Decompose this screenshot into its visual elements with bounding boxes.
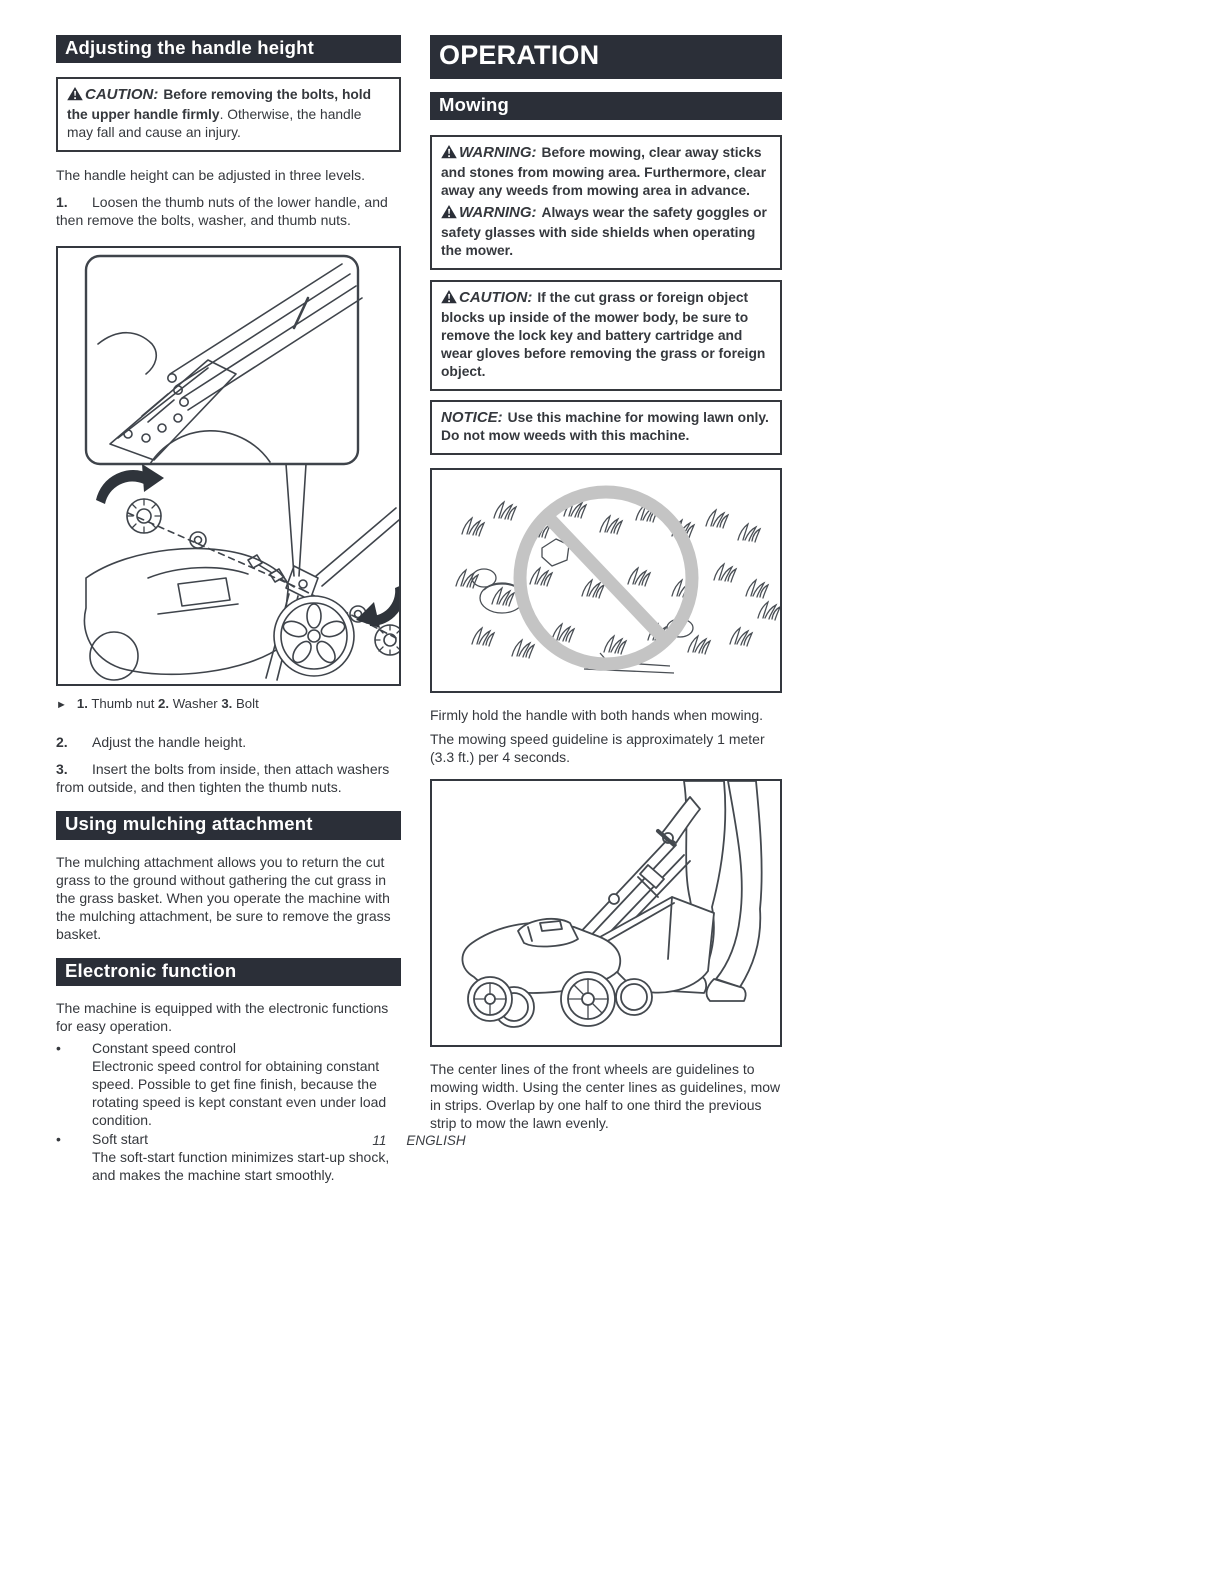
warning-triangle-icon	[441, 205, 457, 224]
right-column	[430, 35, 782, 1132]
bullet-title: Soft start	[92, 1131, 149, 1148]
bullet-body	[92, 1039, 401, 1129]
mowing-posture-illustration	[432, 781, 780, 1045]
main-title-operation	[430, 35, 782, 79]
figure-caption	[56, 695, 401, 714]
left-column	[56, 35, 401, 1184]
warning-label: WARNING:	[459, 144, 537, 162]
step-2-text: Adjust the handle height.	[92, 734, 247, 751]
warning-text: Before mowing, clear away sticks and stones from mowing area. Furthermore, clear away any weeds from mowing area in advance.	[441, 145, 767, 199]
figure-handle-adjustment	[56, 246, 401, 686]
warning-label: WARNING:	[459, 204, 537, 222]
caption-num-3: 3.	[221, 696, 233, 712]
caution-paragraph	[441, 289, 772, 381]
caution-text: If the cut grass or foreign object blocks up inside of the mower body, be sure to remove the lock key and battery cartridge and wear gloves before removing the grass or foreign object.	[441, 290, 766, 380]
caution-box-handle	[56, 77, 401, 152]
warning-text: Always wear the safety goggles or safety glasses with side shields when operating the mower.	[441, 205, 767, 259]
mowing-paragraph-2: The mowing speed guideline is approximately 1 meter (3.3 ft.) per 4 seconds.	[430, 731, 765, 766]
notice-box	[430, 400, 782, 455]
caution-paragraph	[67, 86, 391, 142]
bullet-text: Electronic speed control for obtaining constant speed. Possible to get fine finish, because the rotating speed is kept constant even under load condition.	[92, 1058, 387, 1129]
section-title-text: Adjusting the handle height	[65, 37, 314, 58]
caution-rest-text: . Otherwise, the handle may fall and cause an injury.	[67, 107, 362, 141]
caption-label-2: Washer	[172, 696, 218, 712]
caution-label: CAUTION:	[459, 289, 533, 307]
step-3-text: Insert the bolts from inside, then attach washers from outside, and then tighten the thumb nuts.	[56, 761, 390, 796]
bullet-title: Constant speed control	[92, 1040, 236, 1057]
section-title-text: Electronic function	[65, 959, 237, 981]
electronic-intro: The machine is equipped with the electronic functions for easy operation.	[56, 1000, 389, 1035]
notice-label: NOTICE:	[441, 409, 503, 427]
mulching-paragraph: The mulching attachment allows you to return the cut grass to the ground without gathering the cut grass in the grass basket. When you operate the machine with the mulching attachment, be sure to remove the grass basket.	[56, 853, 391, 942]
handle-adjustment-illustration	[58, 248, 399, 684]
step-1-number: 1.	[56, 194, 68, 211]
mowing-paragraph-1: Firmly hold the handle with both hands when mowing.	[430, 707, 764, 724]
bullet-constant-speed-control	[56, 1039, 401, 1129]
footer-language: ENGLISH	[406, 1133, 466, 1148]
mowing-paragraph-3: The center lines of the front wheels are guidelines to mowing width. Using the center lines as guidelines, mow in strips. Overlap by one half to one third the previous strip to mow the lawn evenly.	[430, 1061, 781, 1132]
caption-label-3: Bolt	[236, 696, 259, 712]
notice-text: Use this machine for mowing lawn only. Do not mow weeds with this machine.	[441, 410, 769, 444]
section-title-text: Mowing	[439, 93, 510, 115]
step-3-number: 3.	[56, 761, 68, 778]
warning-triangle-icon	[441, 145, 457, 164]
warning-triangle-icon	[67, 87, 83, 106]
handle-height-intro: The handle height can be adjusted in three levels.	[56, 167, 365, 184]
figure-mowing-posture	[430, 779, 782, 1047]
section-title-text: Using mulching attachment	[65, 813, 313, 835]
page-number: 11	[372, 1133, 387, 1148]
bullet-icon: •	[56, 1040, 61, 1057]
step-3	[56, 760, 401, 796]
caution-bold-text: Before removing the bolts, hold the upper handle firmly	[67, 87, 372, 123]
caption-num-2: 2.	[158, 696, 170, 712]
caption-num-1: 1.	[76, 696, 88, 712]
page-footer	[56, 1133, 782, 1148]
main-title-text: OPERATION	[439, 40, 600, 70]
step-1-text: Loosen the thumb nuts of the lower handle, and then remove the bolts, washer, and thumb nuts.	[56, 194, 388, 229]
step-1	[56, 193, 401, 229]
warning-box-mowing	[430, 135, 782, 270]
caption-marker-icon: ►	[56, 699, 67, 712]
section-title-adjusting-handle-height	[56, 35, 401, 63]
step-2-number: 2.	[56, 734, 68, 751]
figure-no-mowing-weeds	[430, 468, 782, 693]
notice-paragraph	[441, 409, 772, 445]
section-title-mowing	[430, 92, 782, 120]
caution-label: CAUTION:	[85, 86, 159, 104]
warning-triangle-icon	[441, 290, 457, 309]
step-2	[56, 733, 401, 751]
section-title-electronic-function	[56, 958, 401, 986]
bullet-text: The soft-start function minimizes start-up shock, and makes the machine start smoothly.	[92, 1149, 390, 1184]
warning-paragraph-2	[441, 204, 772, 260]
no-mowing-weeds-illustration	[432, 470, 780, 691]
bullet-icon: •	[56, 1131, 61, 1148]
section-title-using-mulching-attachment	[56, 811, 401, 839]
caption-label-1: Thumb nut	[91, 696, 155, 712]
warning-paragraph-1	[441, 144, 772, 200]
caution-box-cut-grass	[430, 280, 782, 391]
